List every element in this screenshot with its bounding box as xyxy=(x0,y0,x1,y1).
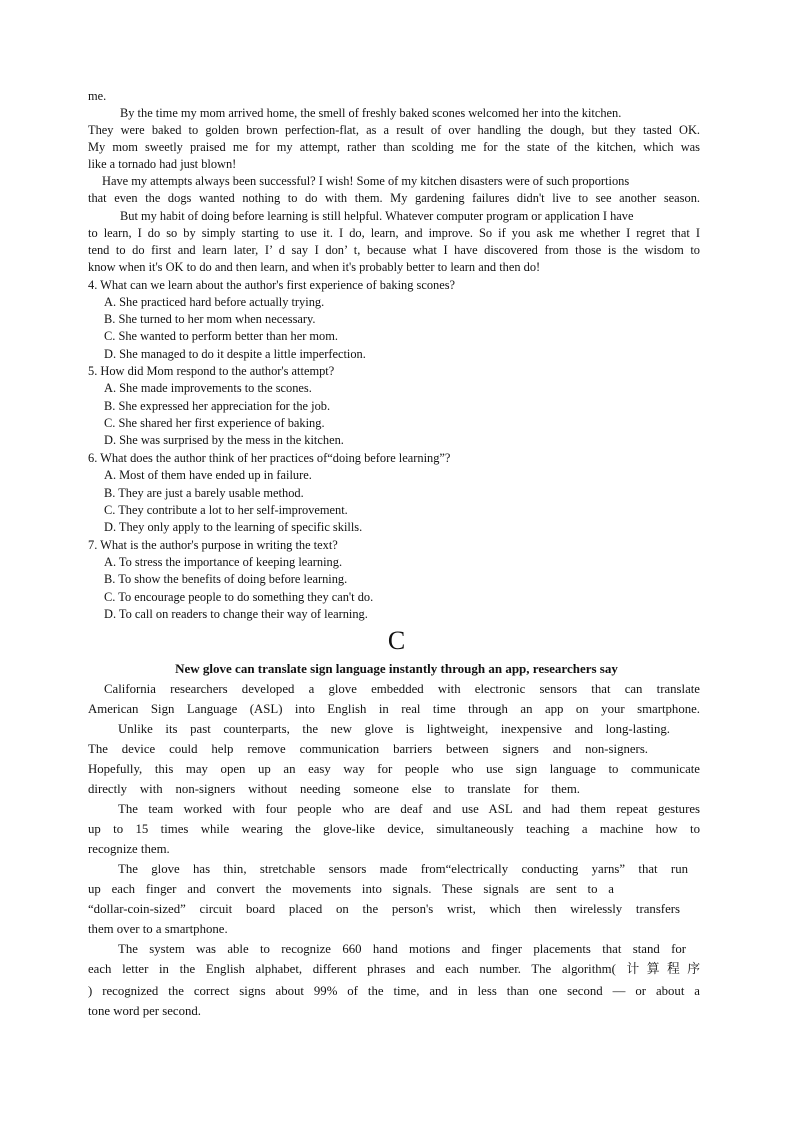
question-option: B. They are just a barely usable method. xyxy=(104,486,304,500)
passage-c-line: The device could help remove communication barriers between signers and non-signers. xyxy=(88,742,648,756)
passage-c-line: them over to a smartphone. xyxy=(88,922,228,936)
passage-c-line: ) recognized the correct signs about 99% of the time, and in less than one second — or about a xyxy=(88,984,700,998)
question-option: A. She practiced hard before actually trying. xyxy=(104,295,325,309)
passage-b-line: that even the dogs wanted nothing to do with them. My gardening failures didn't live to see another season. xyxy=(88,191,700,205)
question-option: A. She made improvements to the scones. xyxy=(104,381,312,395)
article-title: New glove can translate sign language instantly through an app, researchers say xyxy=(175,661,618,676)
question-stem: 7. What is the author's purpose in writing the text? xyxy=(88,538,338,552)
passage-b-line: know when it's OK to do and then learn, and when it's probably better to learn and then do! xyxy=(88,260,541,274)
passage-c-line: Unlike its past counterparts, the new glove is lightweight, inexpensive and long-lasting. xyxy=(118,722,670,736)
question-option: C. They contribute a lot to her self-improvement. xyxy=(104,503,348,517)
passage-c-line: The system was able to recognize 660 hand motions and finger placements that stand for xyxy=(118,942,686,956)
passage-c-line: American Sign Language (ASL) into English in real time through an app on your smartphone. xyxy=(88,702,700,716)
question-stem: 6. What does the author think of her practices of“doing before learning”? xyxy=(88,451,451,465)
passage-b-line: But my habit of doing before learning is still helpful. Whatever computer program or application I have xyxy=(120,209,634,223)
passage-c-line: “dollar-coin-sized” circuit board placed on the person's wrist, which then wirelessly transfers xyxy=(88,902,680,916)
passage-c-line: tone word per second. xyxy=(88,1004,202,1018)
question-option: D. She was surprised by the mess in the kitchen. xyxy=(104,433,344,447)
section-heading: C xyxy=(387,626,406,655)
passage-b-line: tend to do first and learn later, I’ d say I don’ t, because what I have discovered from those is the wisdom to xyxy=(88,243,700,257)
question-option: D. To call on readers to change their way of learning. xyxy=(104,607,368,621)
question-option: D. They only apply to the learning of specific skills. xyxy=(104,520,363,534)
question-stem: 4. What can we learn about the author's first experience of baking scones? xyxy=(88,278,456,292)
passage-c-line: recognize them. xyxy=(88,842,170,856)
passage-b-line: like a tornado had just blown! xyxy=(88,157,237,171)
passage-b-line: to learn, I do so by simply starting to use it. I do, learn, and improve. So if you ask me whether I regret that I xyxy=(88,226,700,240)
passage-b-line: Have my attempts always been successful? I wish! Some of my kitchen disasters were of such proportions xyxy=(102,174,630,188)
passage-c-line: The team worked with four people who are deaf and use ASL and had them repeat gestures xyxy=(118,802,700,816)
passage-c-line: up to 15 times while wearing the glove-like device, simultaneously teaching a machine how to xyxy=(88,822,700,836)
question-option: D. She managed to do it despite a little imperfection. xyxy=(104,347,366,361)
question-option: C. She wanted to perform better than her mom. xyxy=(104,329,338,343)
question-option: C. She shared her first experience of baking. xyxy=(104,416,325,430)
question-option: C. To encourage people to do something they can't do. xyxy=(104,590,374,604)
question-option: B. She turned to her mom when necessary. xyxy=(104,312,316,326)
passage-b-line: By the time my mom arrived home, the smell of freshly baked scones welcomed her into the kitchen. xyxy=(120,106,622,120)
passage-c-line: each letter in the English alphabet, different phrases and each number. The algorithm( 计算程序 xyxy=(88,962,700,976)
passage-c-line: Hopefully, this may open up an easy way for people who use sign language to communicate xyxy=(88,762,700,776)
passage-b-line: My mom sweetly praised me for my attempt, rather than scolding me for the state of the kitchen, which was xyxy=(88,140,700,154)
question-stem: 5. How did Mom respond to the author's attempt? xyxy=(88,364,335,378)
passage-c-line: California researchers developed a glove embedded with electronic sensors that can translate xyxy=(104,682,700,696)
passage-b-line: They were baked to golden brown perfection-flat, as a result of over handling the dough, but they tasted OK. xyxy=(88,123,700,137)
passage-c-line: The glove has thin, stretchable sensors made from“electrically conducting yarns” that run xyxy=(118,862,688,876)
passage-c-line: directly with non-signers without needing someone else to translate for them. xyxy=(88,782,580,796)
passage-c-line: up each finger and convert the movements into signals. These signals are sent to a xyxy=(88,882,614,896)
question-option: A. To stress the importance of keeping learning. xyxy=(104,555,343,569)
question-option: A. Most of them have ended up in failure. xyxy=(104,468,312,482)
question-option: B. She expressed her appreciation for the job. xyxy=(104,399,331,413)
passage-b-line: me. xyxy=(88,89,107,103)
question-option: B. To show the benefits of doing before learning. xyxy=(104,572,348,586)
